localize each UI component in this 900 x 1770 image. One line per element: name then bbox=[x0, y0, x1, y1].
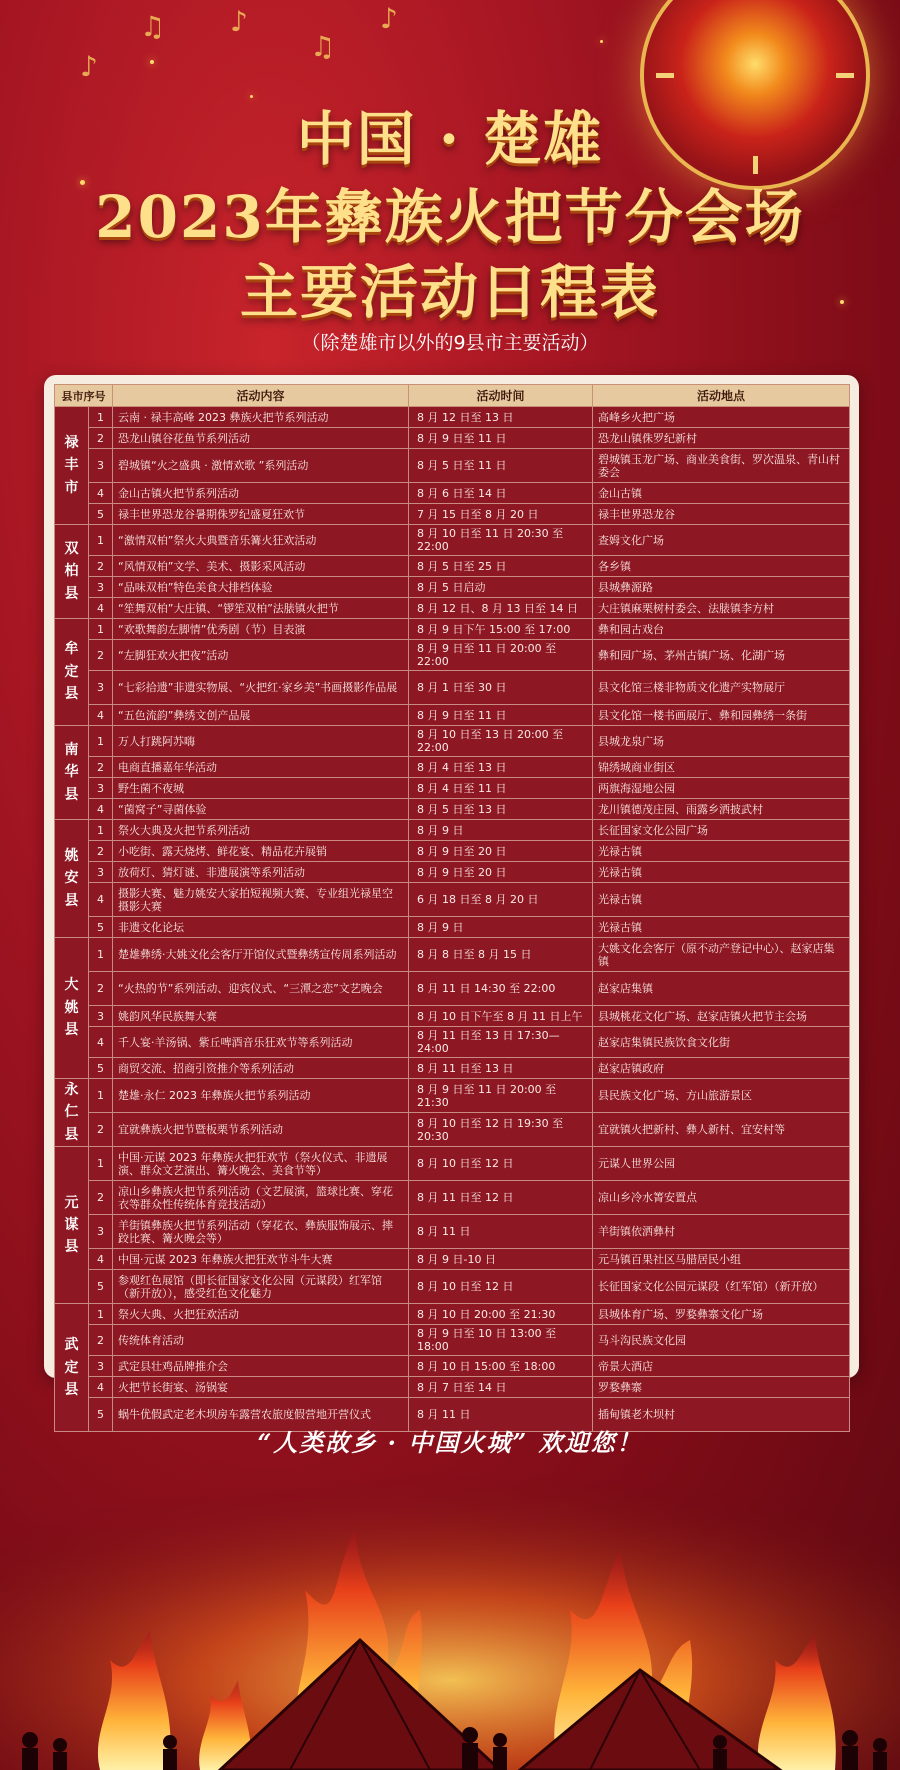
place-cell: 帝景大酒店 bbox=[593, 1356, 850, 1377]
place-cell: 光禄古镇 bbox=[593, 917, 850, 938]
place-cell: 插甸镇老木坝村 bbox=[593, 1398, 850, 1432]
row-number-cell: 1 bbox=[89, 820, 113, 841]
row-number-cell: 2 bbox=[89, 757, 113, 778]
schedule-card bbox=[44, 375, 859, 1422]
sparkle-decoration bbox=[600, 40, 603, 43]
time-cell: 8 月 9 日-10 日 bbox=[409, 1249, 593, 1270]
row-number-cell: 4 bbox=[89, 1027, 113, 1058]
row-number-cell: 4 bbox=[89, 799, 113, 820]
table-row bbox=[55, 820, 850, 841]
table-row bbox=[55, 1270, 850, 1304]
table-row bbox=[55, 1058, 850, 1079]
table-row bbox=[55, 483, 850, 504]
poster: ♪ ♫ ♪ ♫ ♪ 中国 · 楚雄 2023年彝族火把节分会场 主要活动日程表 （除楚雄市以外的9县市主要活动） 县市序号 活动内容 活动时间 活动地点 禄丰市 1 云南 · 禄丰高峰 2023 彝族火把节系列活动 8 月 12 日至 13 日 高峰乡火把广场 2 恐龙山镇谷花鱼节系列活动 8 月 9 日至 11 日 恐龙山镇侏罗纪新村 3 碧城镇“火之盛典 · 激情欢歌 ”系列活动 8 月 5 日至 11 日 碧城镇玉龙广场、商业美食街、罗次温泉、青山村委会 4 金山古镇火把节系列活动 8 月 6 日至 14 日 金山古镇 5 禄丰世界恐龙谷暑期侏罗纪盛夏狂欢节 7 月 15 日至 8 月 20 日 禄丰世界恐龙谷 双柏县 1 “激情双柏”祭火大典暨音乐篝火狂欢活动 8 月 10 日至 11 日 20:30 至 22:00 查姆文化广场 2 “风情双柏”文学、美术、摄影采风活动 8 月 5 日至 25 日 各乡镇 3 “品味双柏”特色美食大排档体验 8 月 5 日启动 县城彝源路 4 “笙舞双柏”大庄镇、“锣笙双柏”法脿镇火把节 8 月 12 日、8 月 13 日至 14 日 大庄镇麻栗树村委会、法脿镇李方村 牟定县 1 “欢歌舞韵左脚情”优秀剧（节）目表演 8 月 9 日下午 15:00 至 17:00 彝和园古戏台 2 “左脚狂欢火把夜”活动 8 月 9 日至 11 日 20:00 至 22:00 彝和园广场、茅州古镇广场、化湖广场 3 “七彩拾遗”非遗实物展、“火把红·家乡美”书画摄影作品展 8 月 1 日至 30 日 县文化馆三楼非物质文化遗产实物展厅 4 “五色流韵”彝绣文创产品展 8 月 9 日至 11 日 县文化馆一楼书画展厅、彝和园彝绣一条街 南华县 1 万人打跳阿苏嗨 8 月 10 日至 13 日 20:00 至 22:00 县城龙泉广场 2 电商直播嘉年华活动 8 月 4 日至 13 日 锦绣城商业街区 3 野生菌不夜城 8 月 4 日至 11 日 两旗海湿地公园 4 “菌窝子”寻菌体验 8 月 5 日至 13 日 龙川镇德茂庄园、雨露乡洒披武村 姚安县 1 祭火大典及火把节系列活动 8 月 9 日 长征国家文化公园广场 2 小吃街、露天烧烤、鲜花宴、精品花卉展销 8 月 9 日至 20 日 光禄古镇 3 放荷灯、猜灯谜、非遗展演等系列活动 8 月 9 日至 20 日 光禄古镇 4 摄影大赛、魅力姚安大家拍短视频大赛、专业组光禄星空摄影大赛 6 月 18 日至 8 月 20 日 光禄古镇 5 非遗文化论坛 8 月 9 日 光禄古镇 大姚县 1 楚雄彝绣·大姚文化会客厅开馆仪式暨彝绣宣传周系列活动 8 月 8 日至 8 月 15 日 大姚文化会客厅（原不动产登记中心）、赵家店集镇 2 “火热的节”系列活动、迎宾仪式、“三潭之恋”文艺晚会 8 月 11 日 14:30 至 22:00 赵家店集镇 3 姚韵风华民族舞大赛 8 月 10 日下午至 8 月 11 日上午 县城桃花文化广场、赵家店镇火把节主会场 4 千人宴·羊汤锅、紫丘啤酒音乐狂欢节等系列活动 8 月 11 日至 13 日 17:30—24:00 赵家店集镇民族饮食文化街 5 商贸交流、招商引资推介等系列活动 8 月 11 日至 13 日 赵家店镇政府 永仁县 1 楚雄·永仁 2023 年彝族火把节系列活动 8 月 9 日至 11 日 20:00 至 21:30 县民族文化广场、方山旅游景区 2 宜就彝族火把节暨板栗节系列活动 8 月 10 日至 12 日 19:30 至 20:30 宜就镇火把新村、彝人新村、宜安村等 元谋县 1 中国·元谋 2023 年彝族火把狂欢节（祭火仪式、非遗展演、群众文艺演出、篝火晚会、美食节等） 8 月 10 日至 12 日 元谋人世界公园 2 凉山乡彝族火把节系列活动（文艺展演，篮球比赛、穿花衣等群众性传统体育竞技活动） 8 月 11 日至 12 日 凉山乡冷水箐安置点 3 羊街镇彝族火把节系列活动（穿花衣、彝族服饰展示、摔跤比赛、篝火晚会等） 8 月 11 日 羊街镇依洒彝村 4 中国·元谋 2023 年彝族火把狂欢节斗牛大赛 8 月 9 日-10 日 元马镇百果社区马腊居民小组 5 参观红色展馆（即长征国家文化公园（元谋段）红军馆（新开放）），感受红色文化魅力 8 月 10 日至 12 日 长征国家文化公园元谋段（红军馆）（新开放） 武定县 1 祭火大典、火把狂欢活动 8 月 10 日 20:00 至 21:30 县城体育广场、罗婺彝寨文化广场 2 传统体育活动 8 月 9 日至 10 日 13:00 至 18:00 马斗沟民族文化园 3 武定县壮鸡品牌推介会 8 月 10 日 15:00 至 18:00 帝景大酒店 4 火把节长街宴、汤锅宴 8 月 7 日至 14 日 罗婺彝寨 5 蜗牛优假武定老木坝房车露营农旅度假营地开营仪式 8 月 11 日 插甸镇老木坝村 “人类故乡 · 中国火城” 欢迎您！ bbox=[0, 0, 900, 1770]
table-row bbox=[55, 619, 850, 640]
activity-cell: 小吃街、露天烧烤、鲜花宴、精品花卉展销 bbox=[113, 841, 409, 862]
activity-cell: 祭火大典、火把狂欢活动 bbox=[113, 1304, 409, 1325]
time-cell: 8 月 11 日至 13 日 bbox=[409, 1058, 593, 1079]
place-cell: 县文化馆一楼书画展厅、彝和园彝绣一条街 bbox=[593, 705, 850, 726]
time-cell: 8 月 10 日至 12 日 bbox=[409, 1270, 593, 1304]
time-cell: 8 月 9 日至 10 日 13:00 至 18:00 bbox=[409, 1325, 593, 1356]
time-cell: 8 月 9 日至 20 日 bbox=[409, 862, 593, 883]
county-name-cell bbox=[55, 407, 89, 525]
time-cell: 8 月 9 日至 11 日 bbox=[409, 705, 593, 726]
time-cell: 8 月 10 日至 12 日 bbox=[409, 1147, 593, 1181]
table-row bbox=[55, 449, 850, 483]
table-row bbox=[55, 1377, 850, 1398]
welcome-slogan: “人类故乡 · 中国火城” 欢迎您！ bbox=[257, 1428, 643, 1457]
activity-cell: 商贸交流、招商引资推介等系列活动 bbox=[113, 1058, 409, 1079]
time-cell: 8 月 9 日至 11 日 20:00 至 21:30 bbox=[409, 1079, 593, 1113]
place-cell: 查姆文化广场 bbox=[593, 525, 850, 556]
header-place: 活动地点 bbox=[593, 385, 850, 407]
schedule-body bbox=[55, 407, 850, 1432]
table-row bbox=[55, 799, 850, 820]
county-name-text: 武定县 bbox=[64, 1337, 79, 1398]
torch-fire-scene-illustration bbox=[0, 1470, 900, 1770]
county-name-cell bbox=[55, 1079, 89, 1147]
header-activity: 活动内容 bbox=[113, 385, 409, 407]
activity-cell: 非遗文化论坛 bbox=[113, 917, 409, 938]
activity-cell: “品味双柏”特色美食大排档体验 bbox=[113, 577, 409, 598]
county-name-text: 元谋县 bbox=[64, 1194, 79, 1256]
county-name-cell bbox=[55, 726, 89, 820]
place-cell: 碧城镇玉龙广场、商业美食街、罗次温泉、青山村委会 bbox=[593, 449, 850, 483]
title-line-3: 主要活动日程表 bbox=[239, 258, 660, 326]
row-number-cell: 5 bbox=[89, 1398, 113, 1432]
place-cell: 彝和园广场、茅州古镇广场、化湖广场 bbox=[593, 640, 850, 671]
time-cell: 8 月 10 日下午至 8 月 11 日上午 bbox=[409, 1006, 593, 1027]
place-cell: 高峰乡火把广场 bbox=[593, 407, 850, 428]
row-number-cell: 1 bbox=[89, 619, 113, 640]
activity-cell: 传统体育活动 bbox=[113, 1325, 409, 1356]
row-number-cell: 1 bbox=[89, 1079, 113, 1113]
time-cell: 8 月 10 日至 13 日 20:00 至 22:00 bbox=[409, 726, 593, 757]
activity-cell: 禄丰世界恐龙谷暑期侏罗纪盛夏狂欢节 bbox=[113, 504, 409, 525]
place-cell: 县城彝源路 bbox=[593, 577, 850, 598]
place-cell: 马斗沟民族文化园 bbox=[593, 1325, 850, 1356]
time-cell: 8 月 11 日 14:30 至 22:00 bbox=[409, 972, 593, 1006]
place-cell: 光禄古镇 bbox=[593, 862, 850, 883]
row-number-cell: 1 bbox=[89, 726, 113, 757]
place-cell: 光禄古镇 bbox=[593, 841, 850, 862]
county-name-text: 大姚县 bbox=[64, 977, 79, 1039]
row-number-cell: 2 bbox=[89, 556, 113, 577]
schedule-table bbox=[54, 384, 850, 1432]
place-cell: 县城龙泉广场 bbox=[593, 726, 850, 757]
table-row bbox=[55, 1006, 850, 1027]
county-name-cell bbox=[55, 525, 89, 619]
row-number-cell: 3 bbox=[89, 577, 113, 598]
activity-cell: 中国·元谋 2023 年彝族火把狂欢节斗牛大赛 bbox=[113, 1249, 409, 1270]
row-number-cell: 1 bbox=[89, 1147, 113, 1181]
time-cell: 8 月 5 日启动 bbox=[409, 577, 593, 598]
table-row bbox=[55, 577, 850, 598]
table-row bbox=[55, 504, 850, 525]
table-row bbox=[55, 778, 850, 799]
place-cell: 两旗海湿地公园 bbox=[593, 778, 850, 799]
row-number-cell: 2 bbox=[89, 841, 113, 862]
table-row bbox=[55, 1113, 850, 1147]
county-name-text: 永仁县 bbox=[64, 1082, 79, 1143]
row-number-cell: 2 bbox=[89, 428, 113, 449]
place-cell: 羊街镇依洒彝村 bbox=[593, 1215, 850, 1249]
place-cell: 凉山乡冷水箐安置点 bbox=[593, 1181, 850, 1215]
row-number-cell: 1 bbox=[89, 407, 113, 428]
place-cell: 元谋人世界公园 bbox=[593, 1147, 850, 1181]
time-cell: 8 月 11 日至 13 日 17:30—24:00 bbox=[409, 1027, 593, 1058]
table-row bbox=[55, 1181, 850, 1215]
place-cell: 县城体育广场、罗婺彝寨文化广场 bbox=[593, 1304, 850, 1325]
activity-cell: 碧城镇“火之盛典 · 激情欢歌 ”系列活动 bbox=[113, 449, 409, 483]
time-cell: 8 月 10 日 15:00 至 18:00 bbox=[409, 1356, 593, 1377]
activity-cell: 祭火大典及火把节系列活动 bbox=[113, 820, 409, 841]
activity-cell: 金山古镇火把节系列活动 bbox=[113, 483, 409, 504]
county-name-cell bbox=[55, 1304, 89, 1432]
table-row bbox=[55, 972, 850, 1006]
activity-cell: 蜗牛优假武定老木坝房车露营农旅度假营地开营仪式 bbox=[113, 1398, 409, 1432]
place-cell: 恐龙山镇侏罗纪新村 bbox=[593, 428, 850, 449]
place-cell: 大庄镇麻栗树村委会、法脿镇李方村 bbox=[593, 598, 850, 619]
title-line-1: 中国 · 楚雄 bbox=[296, 105, 604, 173]
county-name-cell bbox=[55, 820, 89, 938]
time-cell: 8 月 5 日至 13 日 bbox=[409, 799, 593, 820]
subtitle: （除楚雄市以外的9县市主要活动） bbox=[301, 332, 599, 354]
place-cell: 长征国家文化公园元谋段（红军馆）（新开放） bbox=[593, 1270, 850, 1304]
place-cell: 县城桃花文化广场、赵家店镇火把节主会场 bbox=[593, 1006, 850, 1027]
row-number-cell: 2 bbox=[89, 1113, 113, 1147]
table-row bbox=[55, 938, 850, 972]
place-cell: 彝和园古戏台 bbox=[593, 619, 850, 640]
table-row bbox=[55, 407, 850, 428]
time-cell: 8 月 9 日 bbox=[409, 820, 593, 841]
row-number-cell: 2 bbox=[89, 972, 113, 1006]
time-cell: 8 月 4 日至 13 日 bbox=[409, 757, 593, 778]
activity-cell: 野生菌不夜城 bbox=[113, 778, 409, 799]
table-row bbox=[55, 428, 850, 449]
table-row bbox=[55, 1304, 850, 1325]
row-number-cell: 3 bbox=[89, 862, 113, 883]
activity-cell: “火热的节”系列活动、迎宾仪式、“三潭之恋”文艺晚会 bbox=[113, 972, 409, 1006]
time-cell: 8 月 8 日至 8 月 15 日 bbox=[409, 938, 593, 972]
place-cell: 县民族文化广场、方山旅游景区 bbox=[593, 1079, 850, 1113]
table-row bbox=[55, 1079, 850, 1113]
place-cell: 大姚文化会客厅（原不动产登记中心）、赵家店集镇 bbox=[593, 938, 850, 972]
county-name-cell bbox=[55, 619, 89, 726]
row-number-cell: 4 bbox=[89, 598, 113, 619]
row-number-cell: 4 bbox=[89, 1249, 113, 1270]
table-header-row bbox=[55, 385, 850, 407]
county-name-cell bbox=[55, 938, 89, 1079]
table-row bbox=[55, 757, 850, 778]
row-number-cell: 3 bbox=[89, 671, 113, 705]
time-cell: 8 月 5 日至 11 日 bbox=[409, 449, 593, 483]
table-row bbox=[55, 917, 850, 938]
row-number-cell: 2 bbox=[89, 1325, 113, 1356]
table-row bbox=[55, 1325, 850, 1356]
sparkle-decoration bbox=[150, 60, 154, 64]
county-name-text: 南华县 bbox=[64, 741, 79, 803]
time-cell: 8 月 6 日至 14 日 bbox=[409, 483, 593, 504]
table-row bbox=[55, 598, 850, 619]
table-row bbox=[55, 1147, 850, 1181]
row-number-cell: 4 bbox=[89, 705, 113, 726]
row-number-cell: 1 bbox=[89, 525, 113, 556]
row-number-cell: 2 bbox=[89, 1181, 113, 1215]
activity-cell: “欢歌舞韵左脚情”优秀剧（节）目表演 bbox=[113, 619, 409, 640]
time-cell: 8 月 5 日至 25 日 bbox=[409, 556, 593, 577]
activity-cell: 楚雄彝绣·大姚文化会客厅开馆仪式暨彝绣宣传周系列活动 bbox=[113, 938, 409, 972]
row-number-cell: 4 bbox=[89, 883, 113, 917]
table-row bbox=[55, 1215, 850, 1249]
county-name-text: 牟定县 bbox=[64, 641, 79, 703]
county-name-text: 姚安县 bbox=[64, 847, 79, 909]
row-number-cell: 3 bbox=[89, 778, 113, 799]
time-cell: 8 月 9 日下午 15:00 至 17:00 bbox=[409, 619, 593, 640]
time-cell: 7 月 15 日至 8 月 20 日 bbox=[409, 504, 593, 525]
table-row bbox=[55, 705, 850, 726]
row-number-cell: 5 bbox=[89, 917, 113, 938]
place-cell: 锦绣城商业街区 bbox=[593, 757, 850, 778]
activity-cell: “风情双柏”文学、美术、摄影采风活动 bbox=[113, 556, 409, 577]
activity-cell: “五色流韵”彝绣文创产品展 bbox=[113, 705, 409, 726]
time-cell: 8 月 11 日 bbox=[409, 1215, 593, 1249]
activity-cell: 电商直播嘉年华活动 bbox=[113, 757, 409, 778]
activity-cell: “激情双柏”祭火大典暨音乐篝火狂欢活动 bbox=[113, 525, 409, 556]
table-row bbox=[55, 1027, 850, 1058]
row-number-cell: 4 bbox=[89, 1377, 113, 1398]
county-name-text: 禄丰市 bbox=[64, 434, 79, 496]
time-cell: 8 月 10 日至 11 日 20:30 至 22:00 bbox=[409, 525, 593, 556]
time-cell: 8 月 4 日至 11 日 bbox=[409, 778, 593, 799]
row-number-cell: 1 bbox=[89, 938, 113, 972]
place-cell: 罗婺彝寨 bbox=[593, 1377, 850, 1398]
place-cell: 光禄古镇 bbox=[593, 883, 850, 917]
time-cell: 6 月 18 日至 8 月 20 日 bbox=[409, 883, 593, 917]
row-number-cell: 5 bbox=[89, 1270, 113, 1304]
time-cell: 8 月 9 日至 20 日 bbox=[409, 841, 593, 862]
county-name-text: 双柏县 bbox=[64, 540, 79, 602]
activity-cell: 参观红色展馆（即长征国家文化公园（元谋段）红军馆（新开放）），感受红色文化魅力 bbox=[113, 1270, 409, 1304]
place-cell: 县文化馆三楼非物质文化遗产实物展厅 bbox=[593, 671, 850, 705]
activity-cell: 姚韵风华民族舞大赛 bbox=[113, 1006, 409, 1027]
activity-cell: 楚雄·永仁 2023 年彝族火把节系列活动 bbox=[113, 1079, 409, 1113]
time-cell: 8 月 12 日、8 月 13 日至 14 日 bbox=[409, 598, 593, 619]
time-cell: 8 月 11 日至 12 日 bbox=[409, 1181, 593, 1215]
place-cell: 金山古镇 bbox=[593, 483, 850, 504]
time-cell: 8 月 9 日至 11 日 bbox=[409, 428, 593, 449]
activity-cell: 放荷灯、猜灯谜、非遗展演等系列活动 bbox=[113, 862, 409, 883]
activity-cell: 羊街镇彝族火把节系列活动（穿花衣、彝族服饰展示、摔跤比赛、篝火晚会等） bbox=[113, 1215, 409, 1249]
time-cell: 8 月 12 日至 13 日 bbox=[409, 407, 593, 428]
place-cell: 赵家店集镇民族饮食文化街 bbox=[593, 1027, 850, 1058]
row-number-cell: 2 bbox=[89, 640, 113, 671]
county-name-cell bbox=[55, 1147, 89, 1304]
time-cell: 8 月 1 日至 30 日 bbox=[409, 671, 593, 705]
time-cell: 8 月 9 日至 11 日 20:00 至 22:00 bbox=[409, 640, 593, 671]
activity-cell: “笙舞双柏”大庄镇、“锣笙双柏”法脿镇火把节 bbox=[113, 598, 409, 619]
row-number-cell: 3 bbox=[89, 1006, 113, 1027]
activity-cell: 中国·元谋 2023 年彝族火把狂欢节（祭火仪式、非遗展演、群众文艺演出、篝火晚会、美食节等） bbox=[113, 1147, 409, 1181]
table-row bbox=[55, 862, 850, 883]
row-number-cell: 5 bbox=[89, 504, 113, 525]
activity-cell: 摄影大赛、魅力姚安大家拍短视频大赛、专业组光禄星空摄影大赛 bbox=[113, 883, 409, 917]
activity-cell: 火把节长街宴、汤锅宴 bbox=[113, 1377, 409, 1398]
activity-cell: 千人宴·羊汤锅、紫丘啤酒音乐狂欢节等系列活动 bbox=[113, 1027, 409, 1058]
time-cell: 8 月 9 日 bbox=[409, 917, 593, 938]
table-row bbox=[55, 726, 850, 757]
activity-cell: “左脚狂欢火把夜”活动 bbox=[113, 640, 409, 671]
activity-cell: 恐龙山镇谷花鱼节系列活动 bbox=[113, 428, 409, 449]
row-number-cell: 4 bbox=[89, 483, 113, 504]
time-cell: 8 月 11 日 bbox=[409, 1398, 593, 1432]
activity-cell: 凉山乡彝族火把节系列活动（文艺展演，篮球比赛、穿花衣等群众性传统体育竞技活动） bbox=[113, 1181, 409, 1215]
row-number-cell: 3 bbox=[89, 1356, 113, 1377]
place-cell: 宜就镇火把新村、彝人新村、宜安村等 bbox=[593, 1113, 850, 1147]
activity-cell: 武定县壮鸡品牌推介会 bbox=[113, 1356, 409, 1377]
header-county-no: 县市序号 bbox=[55, 385, 113, 407]
time-cell: 8 月 10 日 20:00 至 21:30 bbox=[409, 1304, 593, 1325]
row-number-cell: 1 bbox=[89, 1304, 113, 1325]
table-row bbox=[55, 671, 850, 705]
table-row bbox=[55, 525, 850, 556]
place-cell: 赵家店集镇 bbox=[593, 972, 850, 1006]
activity-cell: 云南 · 禄丰高峰 2023 彝族火把节系列活动 bbox=[113, 407, 409, 428]
place-cell: 禄丰世界恐龙谷 bbox=[593, 504, 850, 525]
time-cell: 8 月 10 日至 12 日 19:30 至 20:30 bbox=[409, 1113, 593, 1147]
place-cell: 元马镇百果社区马腊居民小组 bbox=[593, 1249, 850, 1270]
table-row bbox=[55, 883, 850, 917]
activity-cell: “菌窝子”寻菌体验 bbox=[113, 799, 409, 820]
title-line-2: 2023年彝族火把节分会场 bbox=[95, 183, 805, 251]
table-row bbox=[55, 841, 850, 862]
place-cell: 各乡镇 bbox=[593, 556, 850, 577]
activity-cell: “七彩拾遗”非遗实物展、“火把红·家乡美”书画摄影作品展 bbox=[113, 671, 409, 705]
table-row bbox=[55, 1249, 850, 1270]
table-row bbox=[55, 556, 850, 577]
place-cell: 龙川镇德茂庄园、雨露乡洒披武村 bbox=[593, 799, 850, 820]
place-cell: 赵家店镇政府 bbox=[593, 1058, 850, 1079]
table-row bbox=[55, 640, 850, 671]
row-number-cell: 5 bbox=[89, 1058, 113, 1079]
row-number-cell: 3 bbox=[89, 449, 113, 483]
time-cell: 8 月 7 日至 14 日 bbox=[409, 1377, 593, 1398]
header-time: 活动时间 bbox=[409, 385, 593, 407]
place-cell: 长征国家文化公园广场 bbox=[593, 820, 850, 841]
activity-cell: 宜就彝族火把节暨板栗节系列活动 bbox=[113, 1113, 409, 1147]
table-row bbox=[55, 1356, 850, 1377]
row-number-cell: 3 bbox=[89, 1215, 113, 1249]
activity-cell: 万人打跳阿苏嗨 bbox=[113, 726, 409, 757]
